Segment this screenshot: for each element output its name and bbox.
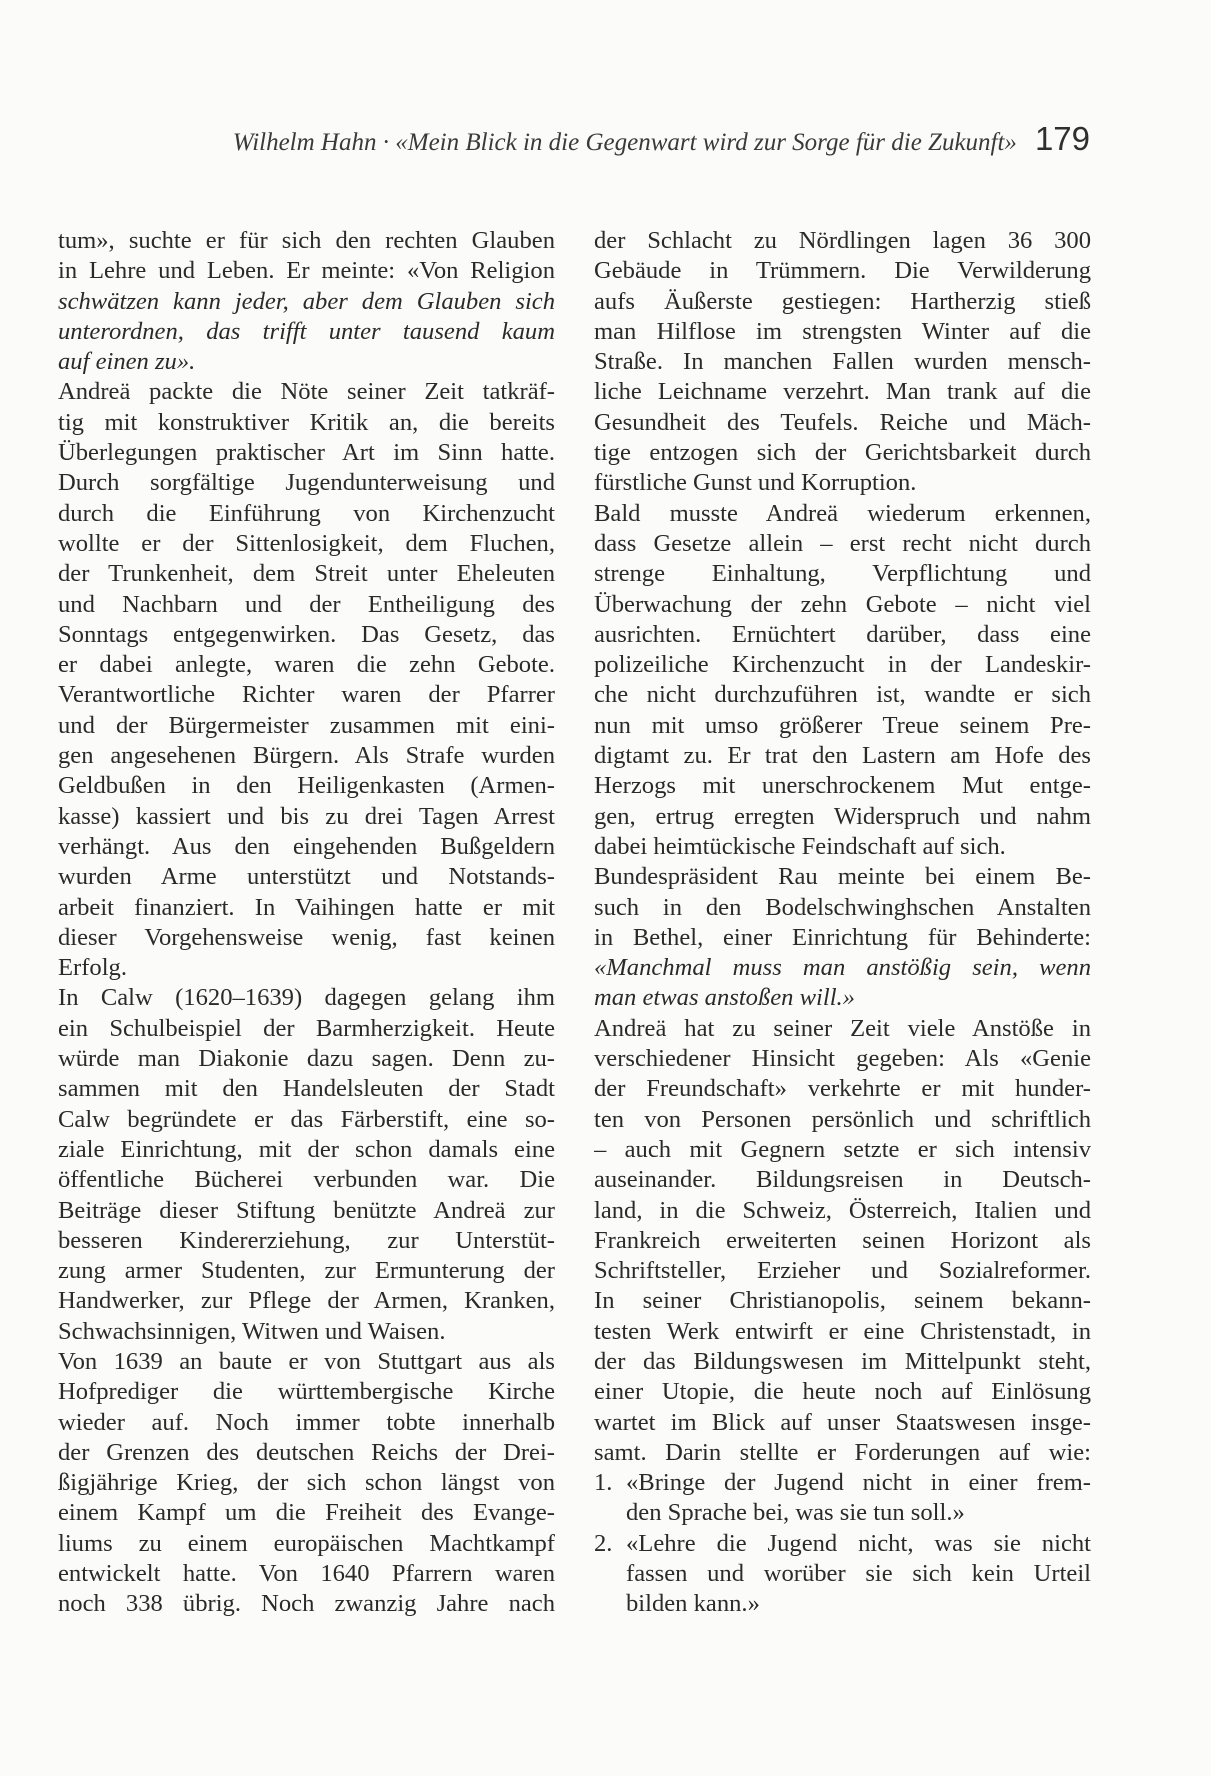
text-line: Bald musste Andreä wiederum erkennen,	[594, 499, 1091, 527]
left-column	[58, 226, 555, 1620]
text-line: Calw begründete er das Färberstift, eine so-	[58, 1105, 555, 1133]
text-line: Verantwortliche Richter waren der Pfarrer	[58, 681, 555, 709]
text-line: che nicht durchzuführen ist, wandte er sich	[594, 681, 1091, 709]
text-line: dass Gesetze allein – erst recht nicht durch	[594, 529, 1091, 557]
list-item-line	[594, 1589, 1091, 1619]
text-line: testen Werk entwirft er eine Christenstadt, in	[594, 1317, 1091, 1345]
text-line: und Nachbarn und der Entheiligung des	[58, 590, 555, 618]
text-line: In seiner Christianopolis, seinem bekann-	[594, 1287, 1091, 1315]
text-line: wurden Arme unterstützt und Notstands-	[58, 863, 555, 891]
text-line: man etwas anstoßen will.»	[594, 984, 855, 1012]
text-line: zung armer Studenten, zur Ermunterung der	[58, 1257, 555, 1285]
text-line: einem Kampf um die Freiheit des Evange-	[58, 1499, 555, 1527]
text-line: arbeit finanziert. In Vaihingen hatte er mit	[58, 893, 555, 921]
text-line: ßigjährige Krieg, der sich schon längst von	[58, 1469, 555, 1497]
text-line: Schwachsinnigen, Witwen und Waisen.	[58, 1317, 446, 1345]
running-title: Wilhelm Hahn · «Mein Blick in die Gegenwart wird zur Sorge für die Zukunft»	[232, 129, 1017, 156]
text-line: Gebäude in Trümmern. Die Verwilderung	[594, 257, 1091, 285]
list-number: 1.	[594, 1469, 613, 1497]
text-line: liums zu einem europäischen Machtkampf	[58, 1529, 555, 1557]
text-line: der Schlacht zu Nördlingen lagen 36 300	[594, 227, 1091, 254]
text-line: Andreä packte die Nöte seiner Zeit tatkräf-	[58, 378, 555, 406]
list-item-text: den Sprache bei, was sie tun soll.»	[626, 1499, 965, 1527]
text-line: ziale Einrichtung, mit der schon damals eine	[58, 1135, 555, 1163]
text-line: ein Schulbeispiel der Barmherzigkeit. Heute	[58, 1014, 555, 1042]
text-line: Beiträge dieser Stiftung benützte Andreä zur	[58, 1196, 555, 1224]
text-line: der Trunkenheit, dem Streit unter Eheleuten	[58, 560, 555, 588]
list-item-line	[594, 1498, 1091, 1528]
list-item-text: «Lehre die Jugend nicht, was sie nicht	[626, 1529, 1091, 1557]
text-line: Geldbußen in den Heiligenkasten (Armen-	[58, 772, 555, 800]
text-line: noch 338 übrig. Noch zwanzig Jahre nach	[58, 1590, 555, 1618]
text-line: der Freundschaft» verkehrte er mit hunder-	[594, 1075, 1091, 1103]
text-line: digtamt zu. Er trat den Lastern am Hofe des	[594, 742, 1091, 770]
text-line: einer Utopie, die heute noch auf Einlösung	[594, 1378, 1091, 1406]
text-line: tige entzogen sich der Gerichtsbarkeit durch	[594, 439, 1091, 467]
page-number: 179	[1034, 120, 1090, 157]
text-line: wartet im Blick auf unser Staatswesen insge-	[594, 1408, 1091, 1436]
text-line: sammen mit den Handelsleuten der Stadt	[58, 1075, 555, 1103]
text-line: Andreä hat zu seiner Zeit viele Anstöße in	[594, 1014, 1091, 1042]
list-item-line	[594, 1559, 1091, 1589]
text-line: Überlegungen praktischer Art im Sinn hatte.	[58, 439, 555, 467]
list-number	[594, 1559, 626, 1589]
text-line: strenge Einhaltung, Verpflichtung und	[594, 560, 1091, 588]
text-line: man Hilflose im strengsten Winter auf die	[594, 317, 1091, 345]
list-item-text: bilden kann.»	[626, 1590, 760, 1618]
text-line: wollte er der Sittenlosigkeit, dem Fluchen,	[58, 529, 555, 557]
text-line: schwätzen kann jeder, aber dem Glauben sich	[58, 287, 555, 315]
text-line: fürstliche Gunst und Korruption.	[594, 469, 917, 497]
list-number	[594, 1589, 626, 1619]
text-line: kasse) kassiert und bis zu drei Tagen Arrest	[58, 802, 555, 830]
text-line: gen angesehenen Bürgern. Als Strafe wurden	[58, 742, 555, 770]
text-line: Schriftsteller, Erzieher und Sozialreformer.	[594, 1257, 1091, 1285]
text-line: der Grenzen des deutschen Reichs der Drei-	[58, 1438, 555, 1466]
text-line: Bundespräsident Rau meinte bei einem Be-	[594, 863, 1091, 891]
text-line: Sonntags entgegenwirken. Das Gesetz, das	[58, 620, 555, 648]
text-line: verhängt. Aus den eingehenden Bußgeldern	[58, 832, 555, 860]
text-line: Erfolg.	[58, 954, 127, 982]
text-line: dieser Vorgehensweise wenig, fast keinen	[58, 923, 555, 951]
text-line: Frankreich erweiterten seinen Horizont als	[594, 1226, 1091, 1254]
list-number	[594, 1498, 626, 1528]
text-line: Straße. In manchen Fallen wurden mensch-	[594, 348, 1091, 376]
list-item-line	[594, 1529, 1091, 1559]
text-line: dabei heimtückische Feindschaft auf sich.	[594, 832, 1006, 860]
list-item-text: «Bringe der Jugend nicht in einer frem-	[626, 1469, 1091, 1497]
text-line: der das Bildungswesen im Mittelpunkt steht,	[594, 1347, 1091, 1375]
text-line: liche Leichname verzehrt. Man trank auf die	[594, 378, 1091, 406]
text-line: wieder auf. Noch immer tobte innerhalb	[58, 1408, 555, 1436]
text-line: besseren Kindererziehung, zur Unterstüt-	[58, 1226, 555, 1254]
text-line: Durch sorgfältige Jugendunterweisung und	[58, 469, 555, 497]
text-line: – auch mit Gegnern setzte er sich intensiv	[594, 1135, 1091, 1163]
text-line: «Manchmal muss man anstößig sein, wenn	[594, 954, 1091, 982]
text-line: aufs Äußerste gestiegen: Hartherzig stieß	[594, 287, 1091, 315]
text-line: Gesundheit des Teufels. Reiche und Mäch-	[594, 408, 1091, 436]
text-line: auseinander. Bildungsreisen in Deutsch-	[594, 1166, 1091, 1194]
text-line: tig mit konstruktiver Kritik an, die bereits	[58, 408, 555, 436]
text-line: unterordnen, das trifft unter tausend kaum	[58, 317, 555, 345]
text-line: land, in die Schweiz, Österreich, Italien und	[594, 1196, 1091, 1224]
list-item-line	[594, 1468, 1091, 1498]
text-line: durch die Einführung von Kirchenzucht	[58, 499, 555, 527]
text-line: in Lehre und Leben. Er meinte: «Von Religion	[58, 257, 555, 285]
text-line: verschiedener Hinsicht gegeben: Als «Genie	[594, 1045, 1091, 1073]
right-column-lines	[594, 226, 1091, 1468]
text-line: und der Bürgermeister zusammen mit eini-	[58, 711, 555, 739]
text-line: würde man Diakonie dazu sagen. Denn zu-	[58, 1045, 555, 1073]
text-line: Hofprediger die württembergische Kirche	[58, 1378, 555, 1406]
text-line: In Calw (1620–1639) dagegen gelang ihm	[58, 984, 555, 1012]
right-column	[594, 226, 1091, 1620]
list-item	[594, 1529, 1091, 1620]
text-line: nun mit umso größerer Treue seinem Pre-	[594, 711, 1091, 739]
text-line: ausrichten. Ernüchtert darüber, dass eine	[594, 620, 1091, 648]
list-item	[594, 1468, 1091, 1529]
text-line: Überwachung der zehn Gebote – nicht viel	[594, 590, 1091, 618]
text-line: öffentliche Bücherei verbunden war. Die	[58, 1166, 555, 1194]
text-line: polizeiliche Kirchenzucht in der Landeskir-	[594, 651, 1091, 679]
text-line: er dabei anlegte, waren die zehn Gebote.	[58, 651, 555, 679]
text-line: ten von Personen persönlich und schriftlich	[594, 1105, 1091, 1133]
text-line: tum», suchte er für sich den rechten Glauben	[58, 227, 555, 254]
text-line: entwickelt hatte. Von 1640 Pfarrern waren	[58, 1560, 555, 1588]
text-line: gen, ertrug erregten Widerspruch und nahm	[594, 802, 1091, 830]
text-line: such in den Bodelschwinghschen Anstalten	[594, 893, 1091, 921]
text-line: auf einen zu».	[58, 348, 196, 376]
list-number: 2.	[594, 1529, 613, 1557]
running-header	[0, 120, 1090, 158]
text-line: Handwerker, zur Pflege der Armen, Kranken,	[58, 1287, 555, 1315]
numbered-list	[594, 1468, 1091, 1619]
text-line: in Bethel, einer Einrichtung für Behinderte:	[594, 923, 1091, 951]
text-line: Herzogs mit unerschrockenem Mut entge-	[594, 772, 1091, 800]
text-line: Von 1639 an baute er von Stuttgart aus als	[58, 1347, 555, 1375]
list-item-text: fassen und worüber sie sich kein Urteil	[626, 1560, 1091, 1588]
text-line: samt. Darin stellte er Forderungen auf wie:	[594, 1438, 1091, 1466]
